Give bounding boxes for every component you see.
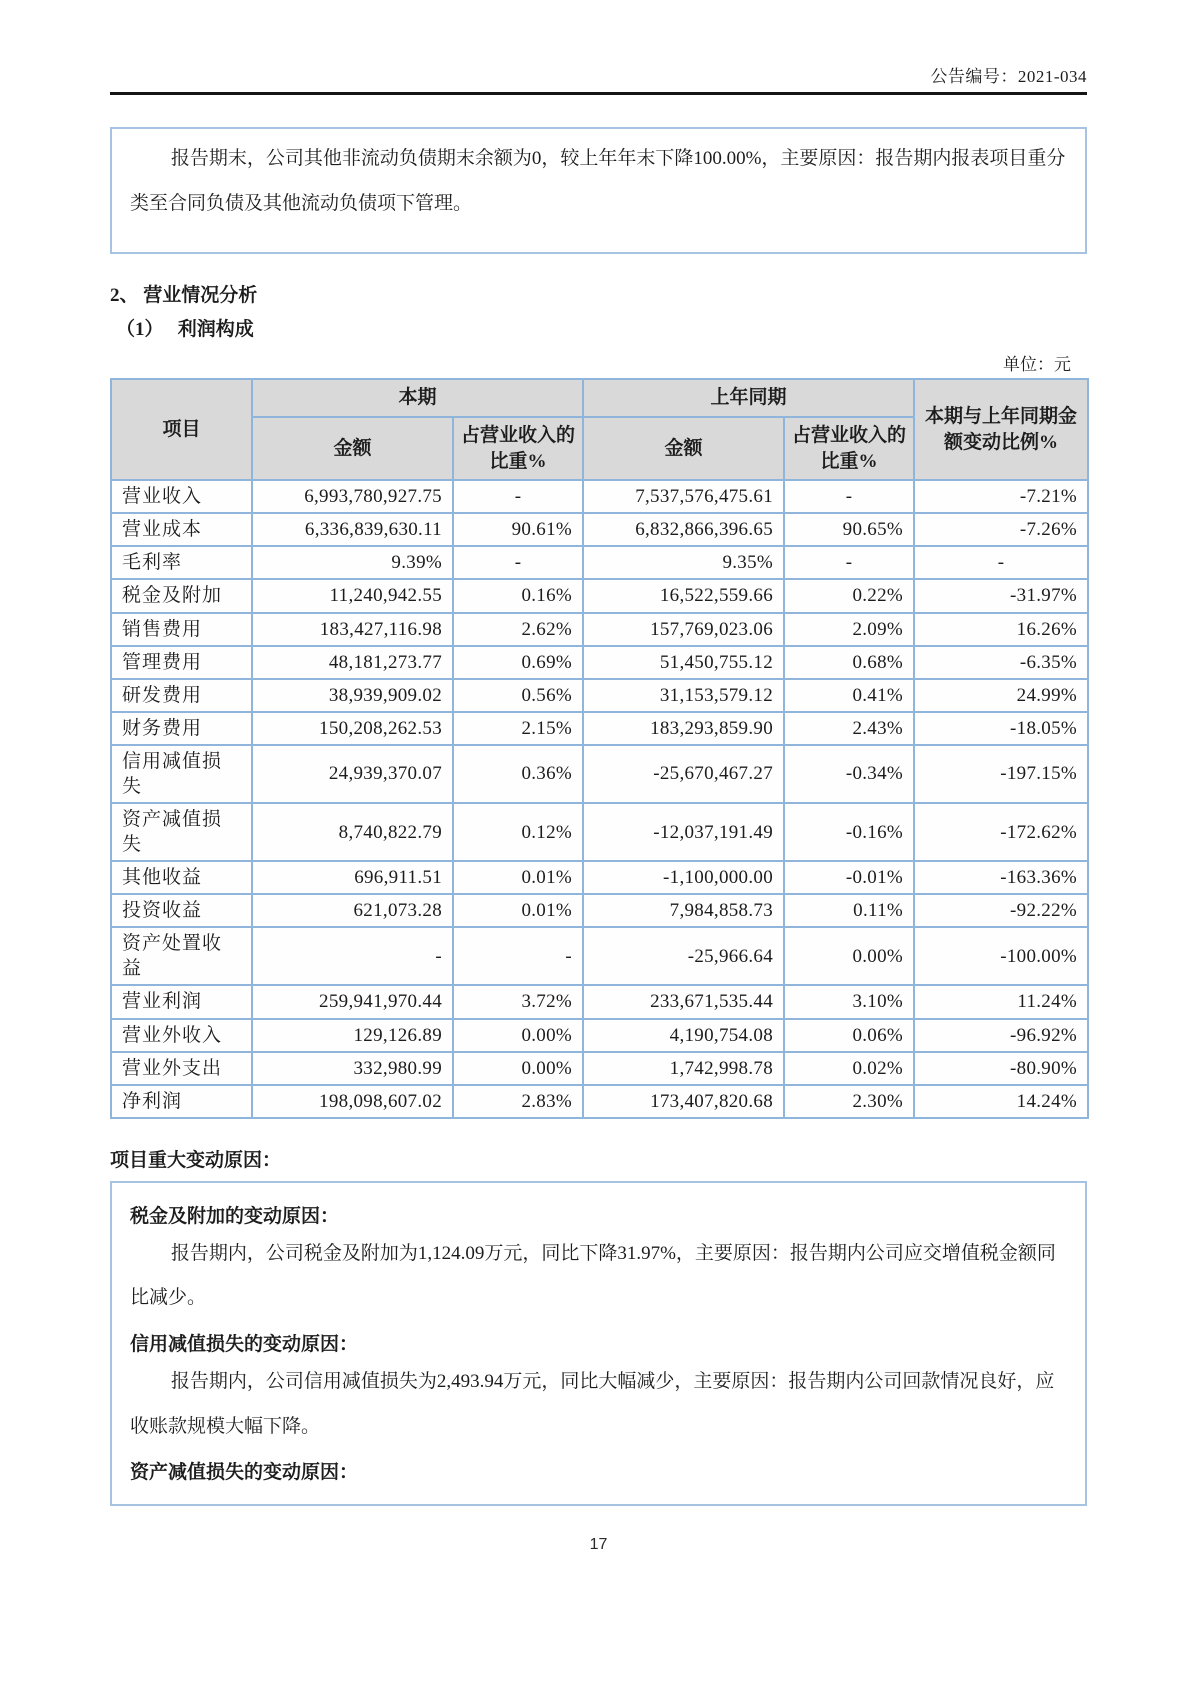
cell-current-amount: 24,939,370.07	[252, 745, 453, 803]
cell-prior-pct: -0.16%	[784, 803, 914, 861]
cell-prior-pct: -	[784, 480, 914, 513]
cell-current-amount: 8,740,822.79	[252, 803, 453, 861]
cell-current-pct: 0.01%	[453, 894, 583, 927]
table-row	[111, 861, 1088, 894]
cell-current-amount: 48,181,273.77	[252, 646, 453, 679]
cell-change: -31.97%	[914, 579, 1088, 612]
table-row	[111, 679, 1088, 712]
cell-current-pct: 0.36%	[453, 745, 583, 803]
cell-item: 营业外收入	[111, 1019, 252, 1052]
cell-current-pct: -	[453, 927, 583, 985]
cell-current-pct: 90.61%	[453, 513, 583, 546]
cell-prior-amount: -25,966.64	[583, 927, 784, 985]
notice-text: 报告期末，公司其他非流动负债期末余额为0，较上年年末下降100.00%，主要原因：报告期内报表项目重分类至合同负债及其他流动负债项下管理。	[130, 148, 1066, 214]
cell-current-pct: 0.56%	[453, 679, 583, 712]
table-row	[111, 646, 1088, 679]
reasons-heading: 项目重大变动原因：	[110, 1149, 282, 1171]
cell-prior-amount: 7,984,858.73	[583, 894, 784, 927]
cell-item: 资产处置收益	[111, 927, 252, 985]
section-heading: 2、 营业情况分析	[110, 285, 258, 307]
cell-item: 税金及附加	[111, 579, 252, 612]
cell-change: -7.26%	[914, 513, 1088, 546]
cell-current-amount: 198,098,607.02	[252, 1085, 453, 1118]
cell-prior-pct: 0.68%	[784, 646, 914, 679]
cell-prior-amount: 4,190,754.08	[583, 1019, 784, 1052]
cell-prior-amount: 173,407,820.68	[583, 1085, 784, 1118]
cell-item: 营业利润	[111, 985, 252, 1018]
table-row	[111, 985, 1088, 1018]
cell-change: 14.24%	[914, 1085, 1088, 1118]
cell-change: -197.15%	[914, 745, 1088, 803]
cell-prior-pct: 0.02%	[784, 1052, 914, 1085]
table-row	[111, 927, 1088, 985]
cell-prior-amount: 7,537,576,475.61	[583, 480, 784, 513]
cell-current-pct: 2.15%	[453, 712, 583, 745]
unit-label: 单位：元	[1003, 355, 1071, 375]
cell-current-pct: 3.72%	[453, 985, 583, 1018]
cell-current-amount: 6,993,780,927.75	[252, 480, 453, 513]
table-row	[111, 579, 1088, 612]
col-header-current-amount: 金额	[252, 417, 453, 480]
cell-item: 财务费用	[111, 712, 252, 745]
col-header-change-ratio: 本期与上年同期金额变动比例%	[914, 379, 1088, 480]
cell-current-pct: 2.83%	[453, 1085, 583, 1118]
cell-prior-pct: 0.00%	[784, 927, 914, 985]
cell-current-amount: -	[252, 927, 453, 985]
cell-current-amount: 38,939,909.02	[252, 679, 453, 712]
cell-change: -163.36%	[914, 861, 1088, 894]
table-row	[111, 1085, 1088, 1118]
table-row	[111, 513, 1088, 546]
cell-current-amount: 150,208,262.53	[252, 712, 453, 745]
cell-prior-amount: 9.35%	[583, 546, 784, 579]
col-header-current-period: 本期	[252, 379, 583, 417]
table-row	[111, 546, 1088, 579]
cell-change: 24.99%	[914, 679, 1088, 712]
cell-change: -172.62%	[914, 803, 1088, 861]
cell-item: 销售费用	[111, 613, 252, 646]
cell-prior-amount: 157,769,023.06	[583, 613, 784, 646]
cell-prior-amount: -1,100,000.00	[583, 861, 784, 894]
notice-box	[110, 127, 1087, 254]
subsection-heading: （1） 利润构成	[116, 319, 254, 341]
col-header-item: 项目	[111, 379, 252, 480]
cell-current-amount: 696,911.51	[252, 861, 453, 894]
cell-prior-pct: 2.30%	[784, 1085, 914, 1118]
cell-item: 投资收益	[111, 894, 252, 927]
cell-change: -92.22%	[914, 894, 1088, 927]
cell-prior-amount: 16,522,559.66	[583, 579, 784, 612]
cell-prior-amount: 6,832,866,396.65	[583, 513, 784, 546]
cell-prior-amount: 1,742,998.78	[583, 1052, 784, 1085]
cell-current-amount: 129,126.89	[252, 1019, 453, 1052]
cell-item: 其他收益	[111, 861, 252, 894]
table-row	[111, 613, 1088, 646]
cell-change: -18.05%	[914, 712, 1088, 745]
table-row	[111, 745, 1088, 803]
cell-item: 营业成本	[111, 513, 252, 546]
profit-table-header	[111, 379, 1088, 480]
cell-current-pct: 0.12%	[453, 803, 583, 861]
cell-prior-amount: 233,671,535.44	[583, 985, 784, 1018]
cell-current-amount: 6,336,839,630.11	[252, 513, 453, 546]
cell-change: -7.21%	[914, 480, 1088, 513]
cell-current-amount: 11,240,942.55	[252, 579, 453, 612]
table-row	[111, 894, 1088, 927]
cell-current-amount: 9.39%	[252, 546, 453, 579]
profit-table-body	[111, 480, 1088, 1118]
doc-number: 公告编号：2021-034	[930, 67, 1087, 86]
cell-current-pct: 0.16%	[453, 579, 583, 612]
table-row	[111, 803, 1088, 861]
cell-change: -	[914, 546, 1088, 579]
cell-current-pct: 0.00%	[453, 1052, 583, 1085]
cell-prior-amount: -25,670,467.27	[583, 745, 784, 803]
cell-prior-pct: 0.41%	[784, 679, 914, 712]
cell-current-amount: 332,980.99	[252, 1052, 453, 1085]
cell-item: 营业外支出	[111, 1052, 252, 1085]
cell-prior-pct: 3.10%	[784, 985, 914, 1018]
cell-item: 营业收入	[111, 480, 252, 513]
cell-current-pct: 0.00%	[453, 1019, 583, 1052]
cell-current-amount: 259,941,970.44	[252, 985, 453, 1018]
cell-prior-pct: 2.09%	[784, 613, 914, 646]
col-header-prior-amount: 金额	[583, 417, 784, 480]
reason-title: 信用减值损失的变动原因：	[130, 1334, 359, 1356]
cell-prior-pct: -0.34%	[784, 745, 914, 803]
cell-change: -100.00%	[914, 927, 1088, 985]
cell-item: 研发费用	[111, 679, 252, 712]
cell-prior-pct: -	[784, 546, 914, 579]
reason-title: 税金及附加的变动原因：	[130, 1205, 340, 1227]
cell-change: -6.35%	[914, 646, 1088, 679]
cell-item: 毛利率	[111, 546, 252, 579]
cell-current-pct: 2.62%	[453, 613, 583, 646]
cell-change: 11.24%	[914, 985, 1088, 1018]
reason-body: 报告期内，公司税金及附加为1,124.09万元，同比下降31.97%，主要原因：报告期内公司应交增值税金额同比减少。	[130, 1242, 1056, 1309]
cell-prior-amount: 31,153,579.12	[583, 679, 784, 712]
table-row	[111, 1052, 1088, 1085]
col-header-current-pct: 占营业收入的比重%	[453, 417, 583, 480]
cell-prior-amount: -12,037,191.49	[583, 803, 784, 861]
reasons-box	[110, 1181, 1087, 1507]
cell-prior-pct: 0.22%	[784, 579, 914, 612]
cell-current-pct: 0.01%	[453, 861, 583, 894]
cell-change: -96.92%	[914, 1019, 1088, 1052]
header-rule	[110, 92, 1087, 95]
table-row	[111, 712, 1088, 745]
cell-prior-pct: -0.01%	[784, 861, 914, 894]
cell-prior-pct: 0.11%	[784, 894, 914, 927]
cell-change: 16.26%	[914, 613, 1088, 646]
table-row	[111, 1019, 1088, 1052]
cell-prior-pct: 0.06%	[784, 1019, 914, 1052]
cell-prior-pct: 90.65%	[784, 513, 914, 546]
cell-item: 信用减值损失	[111, 745, 252, 803]
cell-current-pct: -	[453, 546, 583, 579]
page-number: 17	[589, 1536, 608, 1554]
cell-current-amount: 183,427,116.98	[252, 613, 453, 646]
cell-item: 净利润	[111, 1085, 252, 1118]
col-header-prior-period: 上年同期	[583, 379, 914, 417]
profit-table	[110, 378, 1089, 1118]
cell-prior-amount: 51,450,755.12	[583, 646, 784, 679]
cell-item: 资产减值损失	[111, 803, 252, 861]
reason-title: 资产减值损失的变动原因：	[130, 1462, 359, 1484]
cell-item: 管理费用	[111, 646, 252, 679]
cell-current-pct: -	[453, 480, 583, 513]
cell-prior-pct: 2.43%	[784, 712, 914, 745]
cell-change: -80.90%	[914, 1052, 1088, 1085]
col-header-prior-pct: 占营业收入的比重%	[784, 417, 914, 480]
cell-prior-amount: 183,293,859.90	[583, 712, 784, 745]
cell-current-amount: 621,073.28	[252, 894, 453, 927]
cell-current-pct: 0.69%	[453, 646, 583, 679]
table-row	[111, 480, 1088, 513]
reason-body: 报告期内，公司信用减值损失为2,493.94万元，同比大幅减少，主要原因：报告期内公司回款情况良好，应收账款规模大幅下降。	[130, 1371, 1055, 1437]
